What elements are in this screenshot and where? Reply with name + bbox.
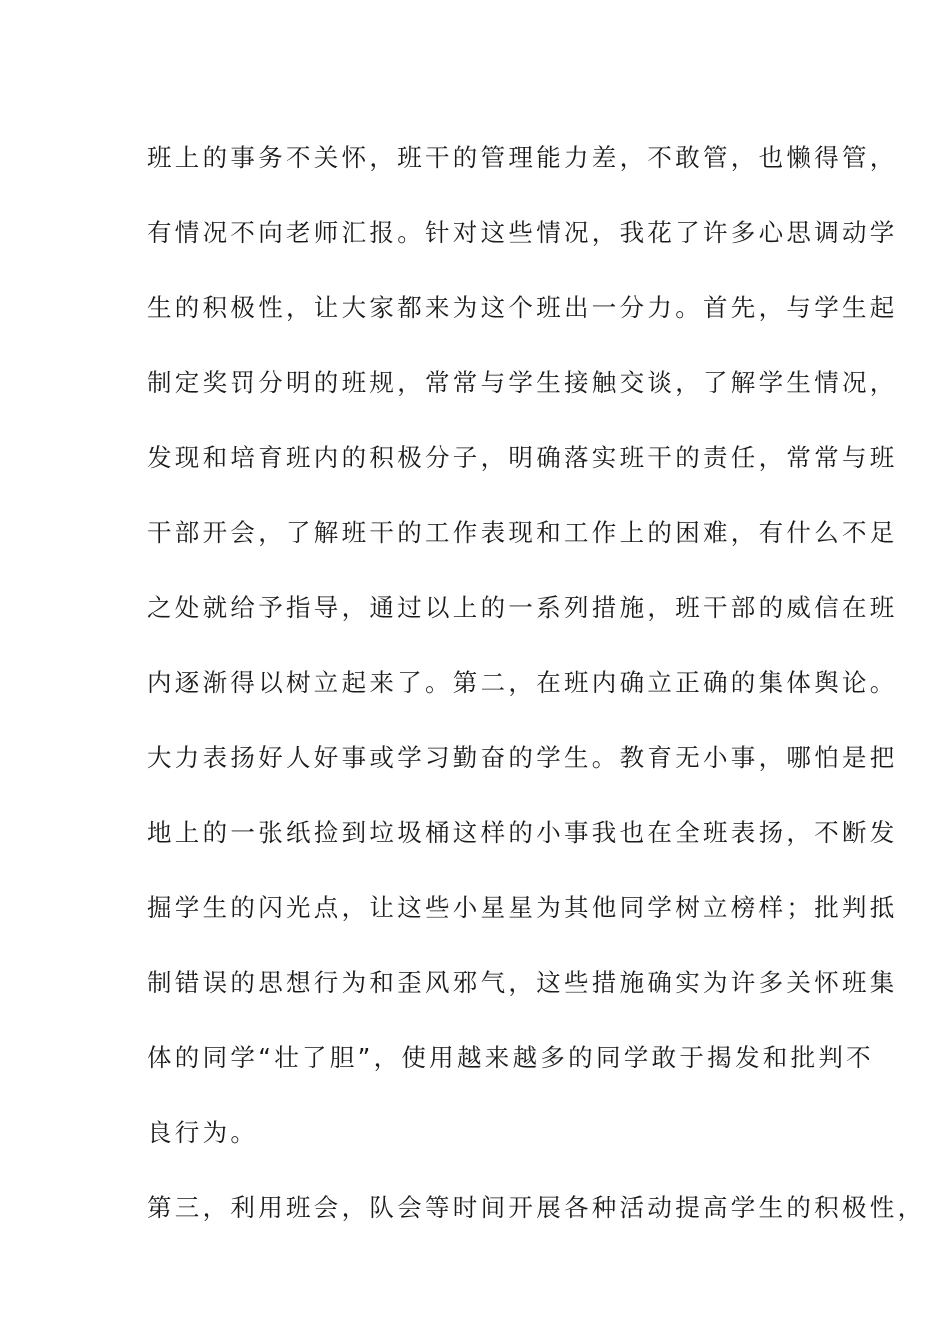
text-line: 大力表扬好人好事或学习勤奋的学生。教育无小事，哪怕是把 <box>147 743 898 772</box>
text-line: 生的积极性，让大家都来为这个班出一分力。首先，与学生起 <box>147 293 898 322</box>
text-line: 制错误的思想行为和歪风邪气，这些措施确实为许多关怀班集 <box>147 968 898 997</box>
text-line: 第三，利用班会，队会等时间开展各种活动提高学生的积极性， <box>147 1193 926 1222</box>
text-line: 制定奖罚分明的班规，常常与学生接触交谈，了解学生情况， <box>147 368 898 397</box>
text-line: 良行为。 <box>147 1118 259 1147</box>
text-line: 干部开会，了解班干的工作表现和工作上的困难，有什么不足 <box>147 518 898 547</box>
text-line: 有情况不向老师汇报。针对这些情况，我花了许多心思调动学 <box>147 218 898 247</box>
text-line: 内逐渐得以树立起来了。第二，在班内确立正确的集体舆论。 <box>147 668 898 697</box>
text-line: 掘学生的闪光点，让这些小星星为其他同学树立榜样；批判抵 <box>147 893 898 922</box>
text-line: 地上的一张纸捡到垃圾桶这样的小事我也在全班表扬，不断发 <box>147 818 898 847</box>
text-line: 之处就给予指导，通过以上的一系列措施，班干部的威信在班 <box>147 593 898 622</box>
text-line: 班上的事务不关怀，班干的管理能力差，不敢管，也懒得管， <box>147 143 898 172</box>
text-line: 体的同学“壮了胆”，使用越来越多的同学敢于揭发和批判不 <box>147 1043 874 1072</box>
text-line: 发现和培育班内的积极分子，明确落实班干的责任，常常与班 <box>147 443 898 472</box>
